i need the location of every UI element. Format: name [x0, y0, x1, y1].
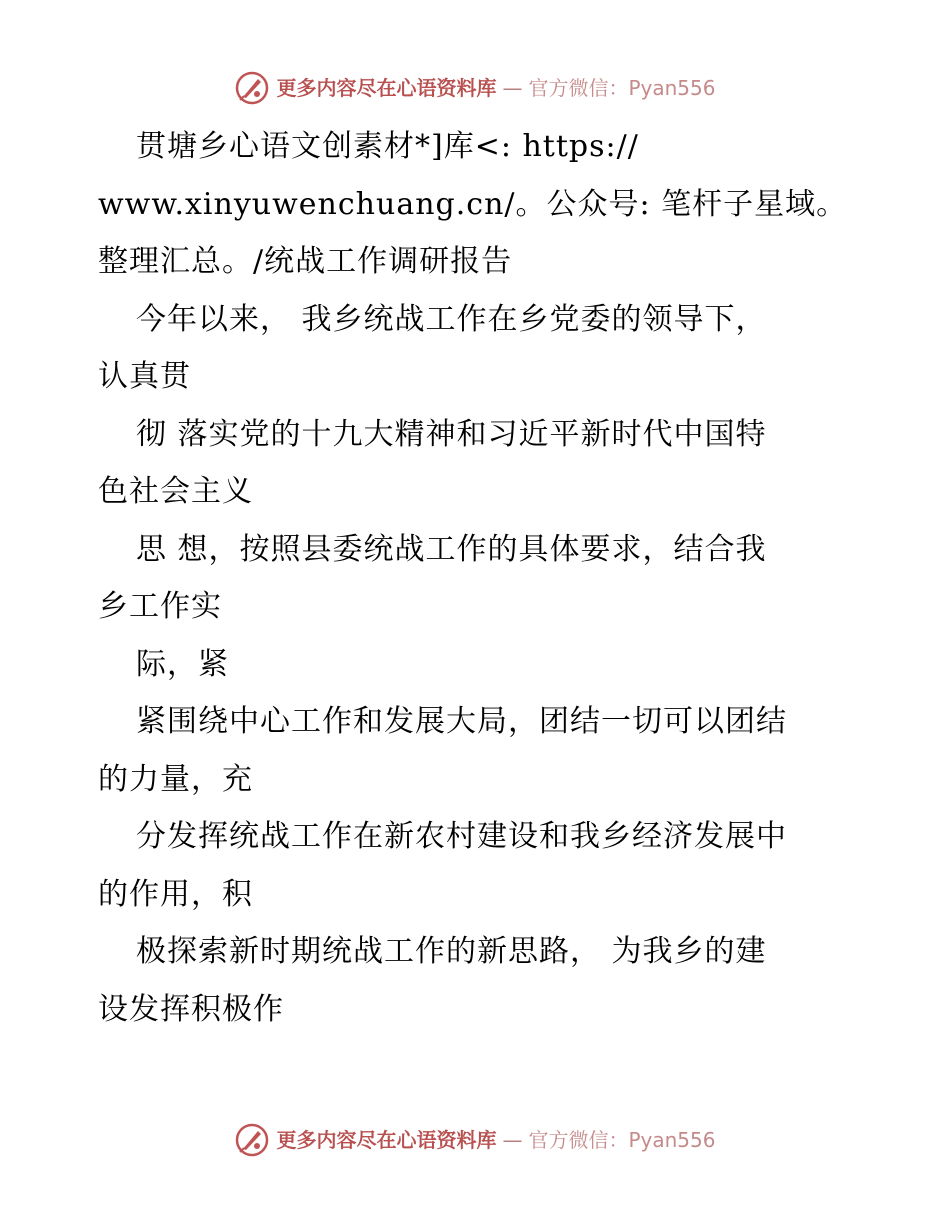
text-line: 思 想，按照县委统战工作的具体要求，结合我 — [136, 531, 767, 567]
text-line: 色社会主义 — [98, 474, 253, 509]
text-line: 贯塘乡心语文创素材*]库<: https:// — [136, 129, 639, 164]
text-line: 今年以来， 我乡统战工作在乡党委的领导下， — [136, 301, 767, 337]
watermark-dash: — — [502, 1128, 523, 1152]
text-line: 设发挥积极作 — [98, 991, 284, 1027]
footer-watermark — [0, 1122, 950, 1158]
watermark-main-text: 更多内容尽在心语资料库 — [276, 76, 497, 100]
document-body — [98, 118, 858, 1038]
watermark-dash: — — [502, 76, 523, 100]
watermark-main-text: 更多内容尽在心语资料库 — [276, 1128, 497, 1152]
text-line: 分发挥统战工作在新农村建设和我乡经济发展中 — [136, 819, 787, 854]
text-line: 乡工作实 — [98, 589, 222, 624]
quill-pen-logo-icon — [234, 1122, 270, 1158]
text-line: 际，紧 — [136, 646, 229, 682]
text-line: www.xinyuwenchuang.cn/。公众号: 笔杆子星域。 — [98, 186, 848, 222]
text-line: 彻 落实党的十九大精神和习近平新时代中国特 — [136, 416, 767, 452]
text-line: 极探索新时期统战工作的新思路， 为我乡的建 — [136, 934, 767, 969]
watermark-wechat-text: 官方微信：Pyan556 — [528, 1128, 716, 1152]
text-line: 认真贯 — [98, 359, 191, 394]
watermark-wechat-text: 官方微信：Pyan556 — [528, 76, 716, 100]
text-line: 的作用，积 — [98, 876, 253, 912]
quill-pen-logo-icon — [234, 70, 270, 106]
text-line: 的力量，充 — [98, 761, 253, 797]
text-line: 整理汇总。/统战工作调研报告 — [98, 244, 513, 279]
text-line: 紧围绕中心工作和发展大局，团结一切可以团结 — [136, 704, 787, 739]
header-watermark — [0, 70, 950, 106]
